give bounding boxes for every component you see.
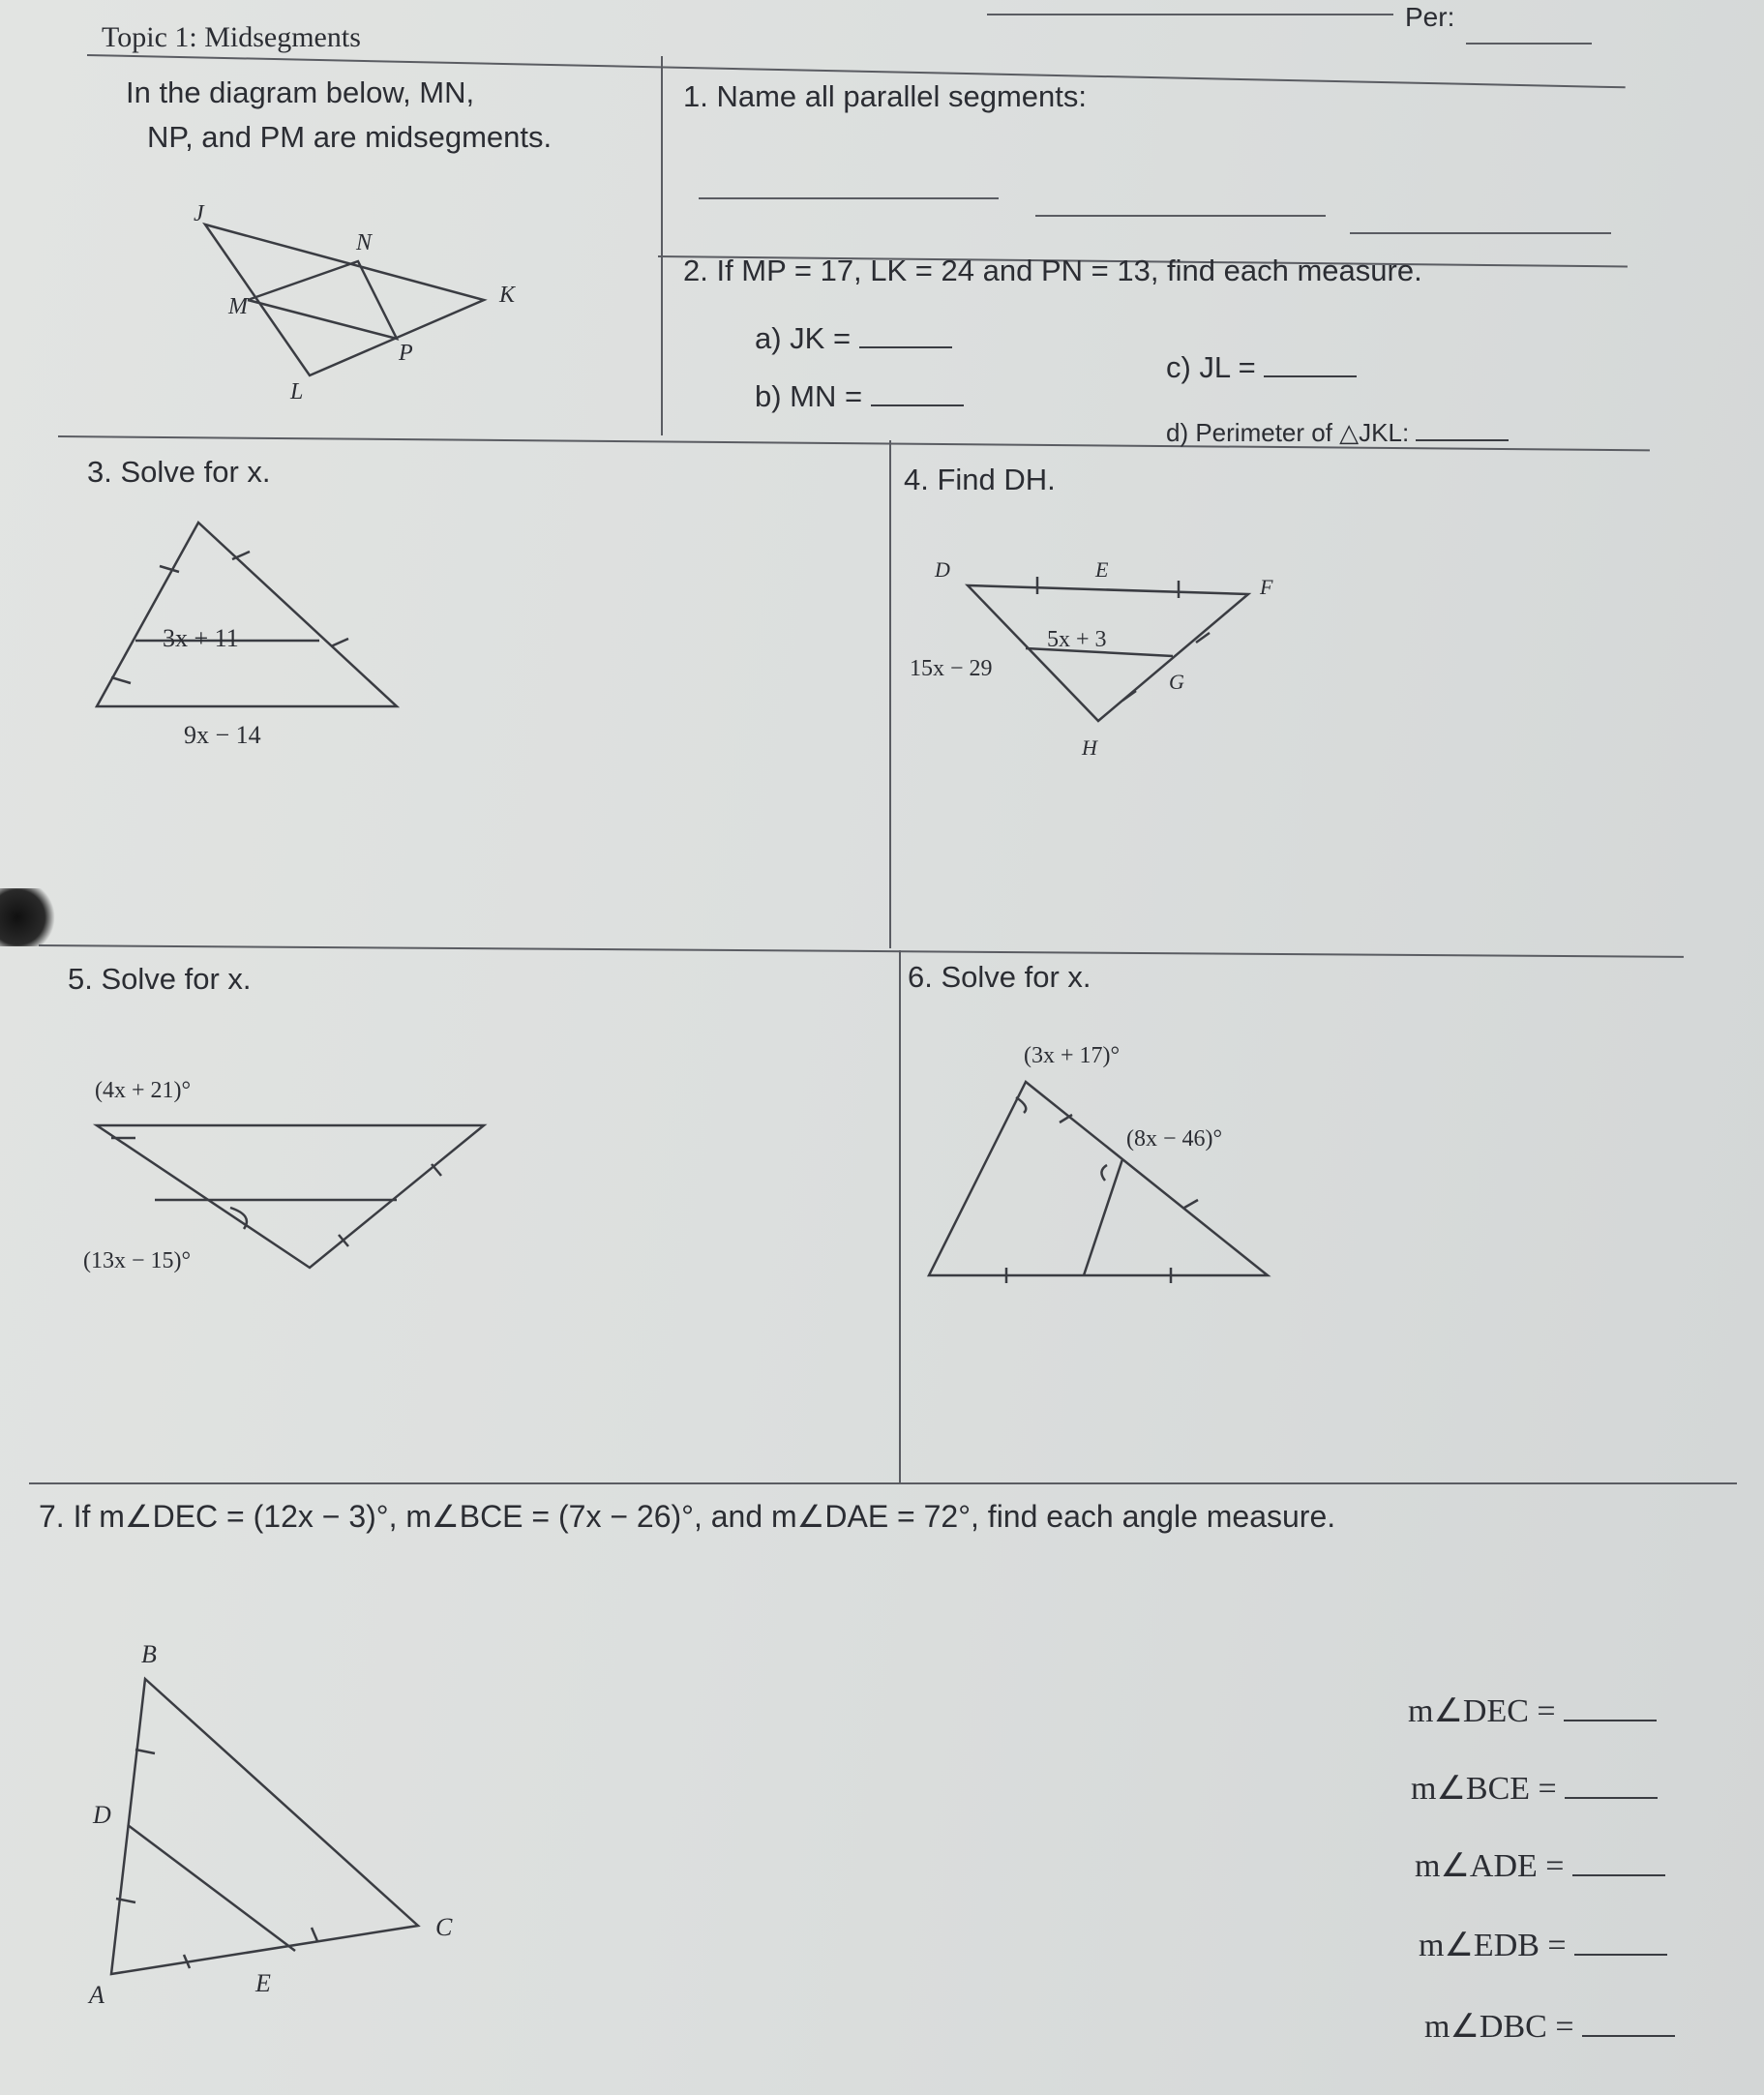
q4-expr-b: 15x − 29 — [910, 656, 993, 681]
q1-prompt: 1. Name all parallel segments: — [683, 79, 1087, 113]
q2-prompt: 2. If MP = 17, LK = 24 and PN = 13, find each measure. — [683, 254, 1422, 287]
q7-label-B: B — [141, 1640, 157, 1668]
worksheet-title: Topic 1: Midsegments — [102, 21, 361, 53]
q7-answer-dbc-blank[interactable] — [1582, 2034, 1675, 2037]
intro-line-2: NP, and PM are midsegments. — [147, 120, 553, 154]
q4-label-F: F — [1260, 575, 1273, 599]
q2-part-d-label: d) Perimeter of △JKL: — [1166, 418, 1410, 447]
q4-prompt: 4. Find DH. — [904, 463, 1056, 496]
q5-angle-top: (4x + 21)° — [95, 1078, 192, 1103]
q4-label-H: H — [1082, 735, 1097, 760]
label-J: J — [194, 201, 204, 226]
q3-prompt: 3. Solve for x. — [87, 455, 271, 489]
label-K: K — [499, 283, 516, 308]
q7-answer-bce — [1411, 1769, 1658, 1808]
intro-line-1: In the diagram below, MN, — [126, 75, 475, 109]
period-label: Per: — [1405, 2, 1455, 32]
q4-label-E: E — [1095, 557, 1109, 582]
q6-angle-mid: (8x − 46)° — [1126, 1126, 1223, 1152]
q2-part-c-label: c) JL = — [1166, 350, 1256, 384]
q7-answer-dbc — [1424, 2007, 1675, 2046]
q6-prompt: 6. Solve for x. — [908, 960, 1091, 994]
q5-prompt: 5. Solve for x. — [68, 962, 252, 996]
q7-answer-dec-blank[interactable] — [1564, 1719, 1657, 1721]
q7-answer-edb-label: m∠EDB = — [1419, 1928, 1567, 1963]
q3-expr-top: 3x + 11 — [163, 624, 239, 652]
q2-part-d-blank[interactable] — [1416, 438, 1509, 441]
q2-part-a-label: a) JK = — [755, 321, 852, 355]
q7-answer-edb-blank[interactable] — [1574, 1953, 1667, 1956]
period-line — [1466, 43, 1592, 45]
q7-answer-edb — [1419, 1926, 1667, 1964]
label-L: L — [290, 379, 304, 404]
q7-label-C: C — [435, 1913, 453, 1941]
q4-label-D: D — [935, 557, 950, 582]
q7-answer-bce-label: m∠BCE = — [1411, 1771, 1557, 1807]
q7-answer-ade — [1415, 1846, 1665, 1885]
q7-answer-dec — [1408, 1691, 1657, 1730]
q7-diagram — [0, 0, 503, 2095]
q7-answer-dec-label: m∠DEC = — [1408, 1693, 1556, 1729]
q4-label-G: G — [1169, 670, 1184, 694]
q3-expr-bottom: 9x − 14 — [184, 721, 261, 749]
q7-label-D: D — [93, 1801, 111, 1829]
q7-label-E: E — [255, 1969, 271, 1997]
q7-answer-ade-label: m∠ADE = — [1415, 1848, 1565, 1884]
q7-label-A: A — [89, 1981, 105, 2009]
q7-answer-ade-blank[interactable] — [1572, 1873, 1665, 1876]
q2-part-b-label: b) MN = — [755, 379, 863, 413]
q4-expr-a: 5x + 3 — [1047, 627, 1107, 652]
q1-blank-3[interactable] — [1350, 232, 1611, 234]
label-P: P — [399, 341, 413, 366]
q5-angle-bottom: (13x − 15)° — [83, 1248, 192, 1273]
q7-prompt: 7. If m∠DEC = (12x − 3)°, m∠BCE = (7x − 26)°, and m∠DAE = 72°, find each angle measure. — [39, 1499, 1336, 1534]
q6-angle-top: (3x + 17)° — [1024, 1043, 1121, 1068]
label-N: N — [356, 230, 373, 255]
q7-answer-bce-blank[interactable] — [1565, 1796, 1658, 1799]
q7-answer-dbc-label: m∠DBC = — [1424, 2009, 1574, 2045]
label-M: M — [228, 294, 248, 319]
